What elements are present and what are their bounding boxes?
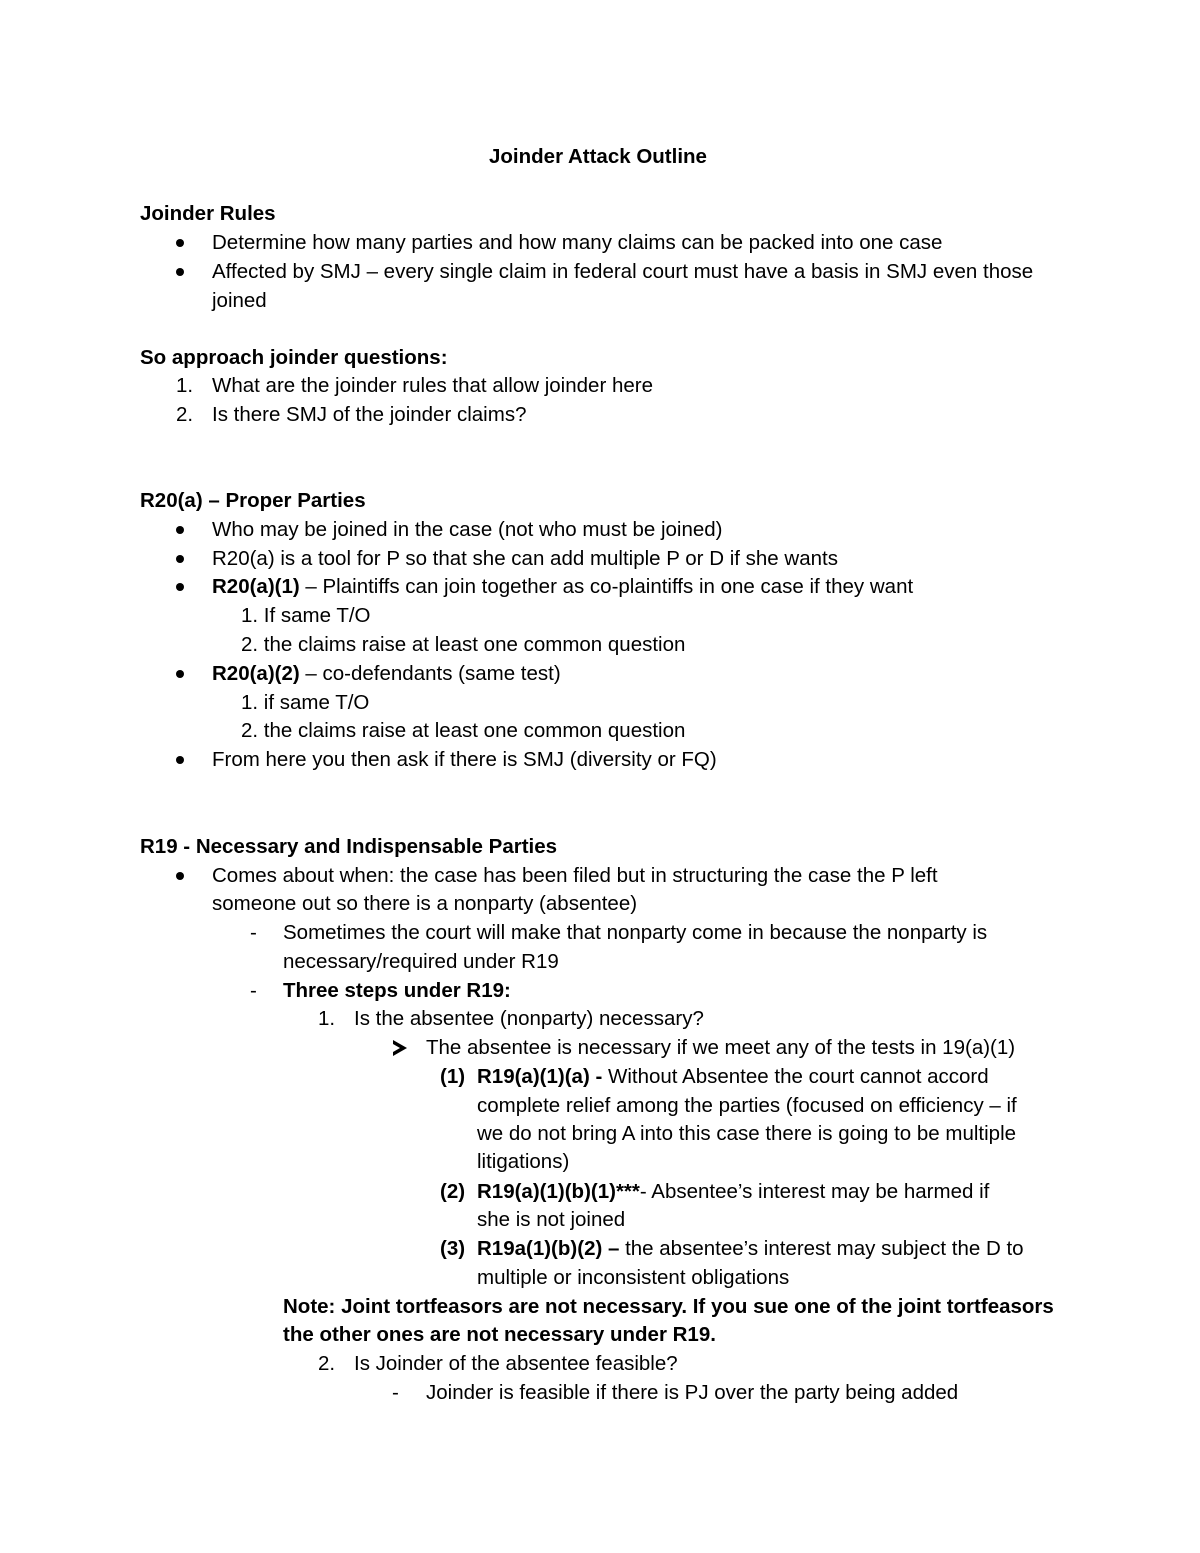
list-number: 2. xyxy=(318,1352,336,1375)
rule-text: the absentee’s interest may subject the D to xyxy=(619,1237,1024,1260)
list-item: Is there SMJ of the joinder claims? xyxy=(212,403,527,426)
list-number: 2. xyxy=(176,403,194,426)
bullet-icon xyxy=(176,756,184,764)
list-item: Comes about when: the case has been filed but in structuring the case the P left xyxy=(212,864,938,887)
rule-citation: R19a(1)(b)(2) – xyxy=(477,1237,620,1260)
list-item: Determine how many parties and how many claims can be packed into one case xyxy=(212,231,943,254)
test-item-continuation: we do not bring A into this case there is going to be multiple xyxy=(477,1122,1017,1145)
arrow-bullet-icon xyxy=(393,1040,407,1056)
test-item-continuation: multiple or inconsistent obligations xyxy=(477,1266,790,1289)
list-item xyxy=(212,573,913,601)
dash-item: Three steps under R19: xyxy=(283,979,511,1002)
list-item: Who may be joined in the case (not who must be joined) xyxy=(212,518,723,541)
note: Note: Joint tortfeasors are not necessary. If you sue one of the joint tortfeasors xyxy=(283,1295,1054,1318)
list-number: 1. xyxy=(176,374,194,397)
sub-list-item: 1. if same T/O xyxy=(241,691,370,714)
test-marker: (2) xyxy=(440,1180,466,1203)
page-title: Joinder Attack Outline xyxy=(489,145,707,168)
bullet-icon xyxy=(176,268,184,276)
bullet-icon xyxy=(176,526,184,534)
list-item: From here you then ask if there is SMJ (diversity or FQ) xyxy=(212,748,717,771)
dash-item: Joinder is feasible if there is PJ over the party being added xyxy=(426,1381,959,1404)
rule-text: Without Absentee the court cannot accord xyxy=(602,1065,989,1088)
sub-list-item: 2. the claims raise at least one common question xyxy=(241,633,686,656)
list-number: 1. xyxy=(318,1007,336,1030)
sub-list-item: 2. the claims raise at least one common question xyxy=(241,719,686,742)
step-item: Is Joinder of the absentee feasible? xyxy=(354,1352,678,1375)
bullet-icon xyxy=(176,670,184,678)
sub-list-item: 1. If same T/O xyxy=(241,604,371,627)
test-marker: (1) xyxy=(440,1065,466,1088)
dash-marker: - xyxy=(392,1381,399,1404)
rule-citation: R19(a)(1)(b)(1)*** xyxy=(477,1180,640,1203)
rule-text: - Absentee’s interest may be harmed if xyxy=(639,1180,990,1203)
section-heading-r20a: R20(a) – Proper Parties xyxy=(140,489,366,512)
list-item: R20(a) is a tool for P so that she can add multiple P or D if she wants xyxy=(212,547,838,570)
test-item xyxy=(477,1178,989,1206)
dash-marker: - xyxy=(250,921,257,944)
test-item-continuation: she is not joined xyxy=(477,1208,626,1231)
rule-text: – co-defendants (same test) xyxy=(299,662,561,685)
test-marker: (3) xyxy=(440,1237,466,1260)
step-item: Is the absentee (nonparty) necessary? xyxy=(354,1007,704,1030)
test-item xyxy=(477,1063,989,1091)
section-heading-r19: R19 - Necessary and Indispensable Parties xyxy=(140,835,558,858)
bullet-icon xyxy=(176,583,184,591)
dash-marker: - xyxy=(250,979,257,1002)
bullet-icon xyxy=(176,872,184,880)
list-item: What are the joinder rules that allow joinder here xyxy=(212,374,653,397)
list-item-continuation: someone out so there is a nonparty (absentee) xyxy=(212,892,638,915)
bullet-icon xyxy=(176,555,184,563)
rule-citation: R20(a)(1) xyxy=(212,575,300,598)
dash-item: Sometimes the court will make that nonparty come in because the nonparty is xyxy=(283,921,988,944)
test-item-continuation: complete relief among the parties (focused on efficiency – if xyxy=(477,1094,1017,1117)
note-continuation: the other ones are not necessary under R19. xyxy=(283,1323,716,1346)
list-item: Affected by SMJ – every single claim in federal court must have a basis in SMJ even those xyxy=(212,260,1034,283)
rule-citation: R19(a)(1)(a) - xyxy=(477,1065,603,1088)
section-heading-approach: So approach joinder questions: xyxy=(140,346,448,369)
arrow-item: The absentee is necessary if we meet any of the tests in 19(a)(1) xyxy=(426,1036,1016,1059)
test-item xyxy=(477,1235,1024,1263)
rule-text: – Plaintiffs can join together as co-plaintiffs in one case if they want xyxy=(299,575,914,598)
list-item xyxy=(212,660,561,688)
rule-citation: R20(a)(2) xyxy=(212,662,300,685)
test-item-continuation: litigations) xyxy=(477,1150,570,1173)
section-heading-joinder-rules: Joinder Rules xyxy=(140,202,276,225)
list-item-continuation: joined xyxy=(212,289,267,312)
dash-item-continuation: necessary/required under R19 xyxy=(283,950,559,973)
bullet-icon xyxy=(176,239,184,247)
